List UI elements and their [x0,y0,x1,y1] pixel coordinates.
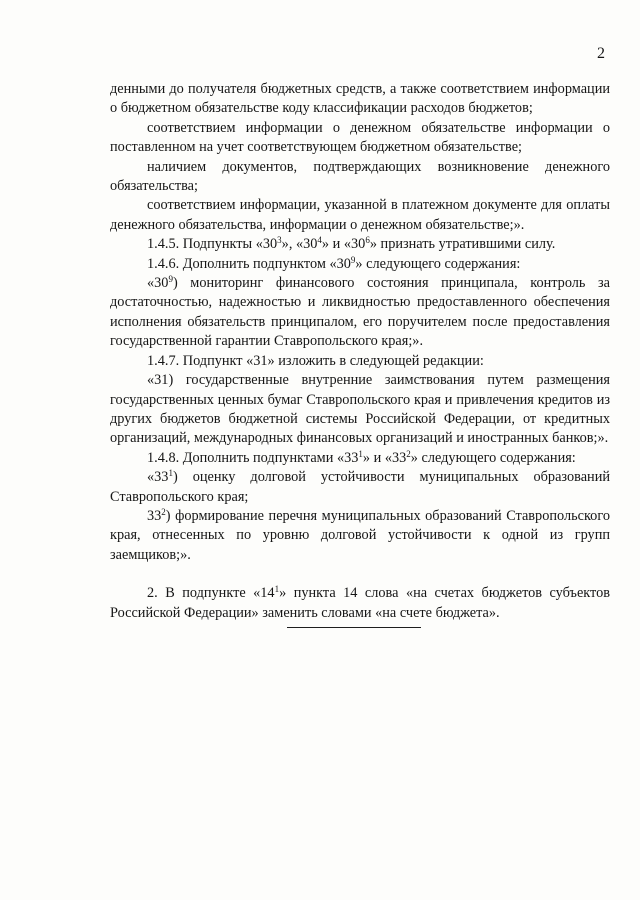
superscript: 6 [365,235,370,246]
superscript: 2 [161,506,166,517]
superscript: 1 [168,468,173,479]
superscript: 9 [350,254,356,265]
superscript: 1 [358,448,363,459]
document-body [110,80,610,623]
superscript: 2 [406,448,411,459]
paragraph-monetary-obligation-info: соответствием информации о денежном обязательстве информации о поставленном на учет соответствующем бюджетном обязательстве; [110,119,610,156]
paragraph-subitem-31: «31) государственные внутренние заимствования путем размещения государственных ценных бумаг Ставропольского края и привлечения кредитов из других бюджетов бюджетной системы Российской Федерации, от кредитных организаций, международных финансовых организаций и иностранных банков;». [110,372,610,447]
superscript: 9 [168,274,173,285]
paragraph-documents: наличием документов, подтверждающих возникновение денежного обязательства; [110,158,610,195]
superscript: 1 [274,584,280,595]
paragraph-continuation: денными до получателя бюджетных средств, а также соответствием информации о бюджетном обязательстве коду классификации расходов бюджетов; [110,81,610,117]
paragraph-1-4-5: 1.4.5. Подпункты «$30^3$», «$30^4$» и «$30^6$» признать утратившими силу. [147,235,556,253]
paragraph-subitem-33-2: $33^2$) формирование перечня муниципальных образований Ставропольского края, отнесенных по уровню долговой устойчивости к одной из групп заемщиков;». [110,506,610,563]
superscript: 3 [277,235,282,246]
paragraph-item-2: 2. В подпункте «$14^1$» пункта 14 слова «на счетах бюджетов субъектов Российской Федерации» заменить словами «на счете бюджета». [110,584,611,621]
paragraph-payment-document: соответствием информации, указанной в платежном документе для оплаты денежного обязательства, информации о денежном обязательстве;». [110,197,610,233]
superscript: 4 [317,235,322,246]
paragraph-1-4-6: 1.4.6. Дополнить подпунктом «$30^9$» следующего содержания: [147,254,521,272]
page-number: 2 [597,45,605,62]
paragraph-1-4-8: 1.4.8. Дополнить подпунктами «$33^1$» и «$33^2$» следующего содержания: [147,448,576,466]
paragraph-subitem-30-9: «$30^9$) мониторинг финансового состояния принципала, контроль за достаточностью, надежностью и ликвидностью предоставленного обеспечения исполнения обязательств принципалом, его поручителем после предоставления государственной гарантии Ставропольского края;». [110,274,610,350]
end-of-document-rule [287,627,421,628]
paragraph-1-4-7: 1.4.7. Подпункт «31» изложить в следующей редакции: [147,352,484,369]
paragraph-subitem-33-1: «$33^1$) оценку долговой устойчивости муниципальных образований Ставропольского края; [110,468,610,505]
